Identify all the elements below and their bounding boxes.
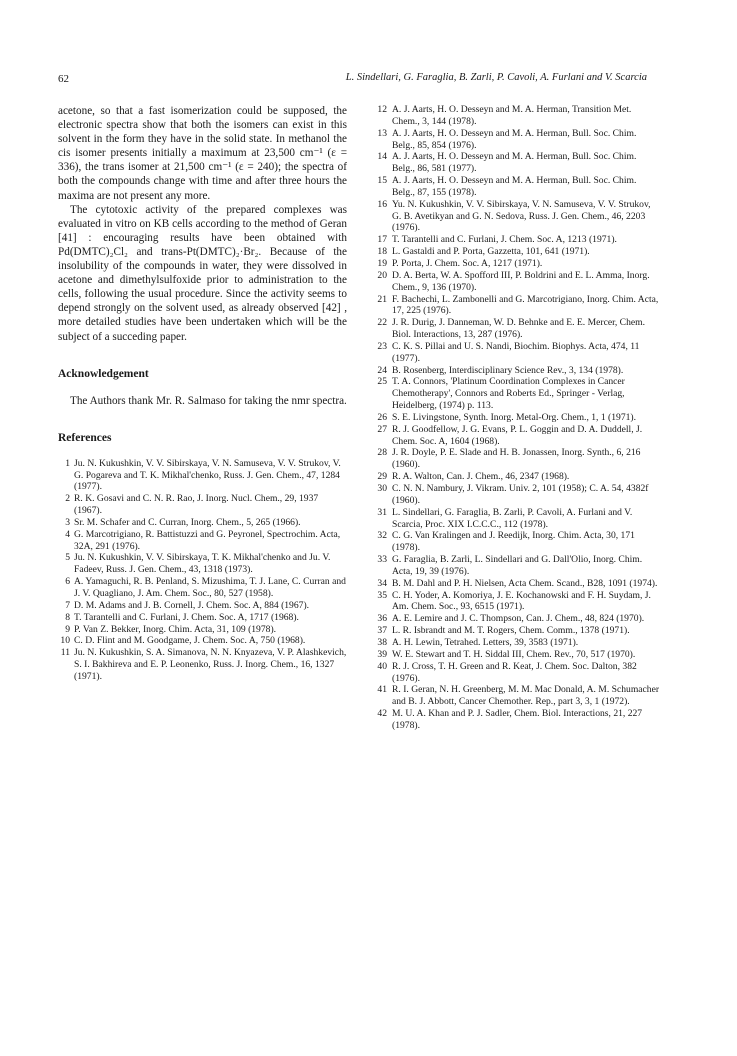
body-paragraph: The cytotoxic activity of the prepared complexes was evaluated in vitro on KB cells according to the method of Geran [41] : encouraging results have been obtained with Pd(DMTC)₂Cl₂ and trans-Pt(DMTC)₂·Br₂. Because of the insolubility of the compounds in water, they were dissolved in acetone and dimethylsulfoxide prior to administration to the cells, following the usual procedure. Since the activity seems to depend strongly on the solvent used, as already observed [42] , more detailed studies have been undertaken which will be the subject of a succeding paper. [58,203,347,343]
reference-text: L. Gastaldi and P. Porta, Gazzetta, 101, 641 (1971). [392,246,590,258]
reference-text: L. R. Isbrandt and M. T. Rogers, Chem. Comm., 1378 (1971). [392,625,630,637]
body-paragraph: acetone, so that a fast isomerization could be supposed, the electronic spectra show that both the isomers can exist in this solvent in the form they have in the solid state. In methanol the cis isomer presents initially a maximum at 23,500 cm⁻¹ (ε = 336), the trans isomer at 21,500 cm⁻¹ (ε = 240); the spectra of both the compounds change with time and after three hours the maxima are not present any more. [58,105,347,202]
reference-number: 40 [377,660,387,672]
reference-number: 24 [377,364,387,376]
reference-number: 3 [65,516,70,528]
reference-text: A. J. Aarts, H. O. Desseyn and M. A. Herman, Bull. Soc. Chim. Belg., 86, 581 (1977). [392,151,637,175]
reference-item [374,649,661,661]
reference-text: C. H. Yoder, A. Komoriya, J. E. Kochanowski and F. H. Suydam, J. Am. Chem. Soc., 93, 6515 (1971). [392,589,651,613]
reference-item [374,128,661,152]
reference-number: 37 [377,625,387,637]
reference-number: 6 [65,576,70,588]
reference-text: Ju. N. Kukushkin, V. V. Sibirskaya, T. K. Mikhal'chenko and Ju. V. Fadeev, Russ. J. Gen. Chem., 43, 1318 (1973). [74,552,331,576]
reference-text: D. M. Adams and J. B. Cornell, J. Chem. Soc. A, 884 (1967). [74,599,310,611]
reference-text: C. K. S. Pillai and U. S. Nandi, Biochim. Biophys. Acta, 474, 11 (1977). [392,340,640,364]
reference-item [58,517,347,529]
reference-text: J. R. Doyle, P. E. Slade and H. B. Jonassen, Inorg. Synth., 6, 216 (1960). [392,447,641,471]
reference-number: 41 [377,684,387,696]
reference-item [374,104,661,128]
reference-item [374,234,661,246]
reference-number: 27 [377,423,387,435]
reference-text: J. R. Durig, J. Danneman, W. D. Behnke and E. E. Mercer, Chem. Biol. Interactions, 13, 287 (1976). [392,317,646,341]
reference-item [58,600,347,612]
reference-number: 8 [65,611,70,623]
reference-number: 38 [377,636,387,648]
reference-item [374,199,661,235]
reference-text: D. A. Berta, W. A. Spofford III, P. Boldrini and E. L. Amma, Inorg. Chem., 9, 136 (1970). [392,269,650,293]
reference-number: 4 [65,528,70,540]
references-heading: References [58,431,112,444]
reference-item [58,458,347,494]
reference-text: R. J. Cross, T. H. Green and R. Keat, J. Chem. Soc. Dalton, 382 (1976). [392,660,637,684]
reference-text: R. A. Walton, Can. J. Chem., 46, 2347 (1968). [392,471,570,483]
reference-text: B. M. Dahl and P. H. Nielsen, Acta Chem. Scand., B28, 1091 (1974). [392,577,658,589]
reference-number: 28 [377,447,387,459]
reference-item [58,624,347,636]
reference-item [58,612,347,624]
reference-number: 17 [377,234,387,246]
reference-item [58,647,347,683]
reference-number: 33 [377,554,387,566]
reference-item [58,576,347,600]
reference-item [374,613,661,625]
reference-list [58,458,347,683]
reference-item [58,635,347,647]
reference-number: 42 [377,708,387,720]
reference-item [374,151,661,175]
reference-number: 9 [65,623,70,635]
reference-item [374,507,661,531]
reference-text: C. N. N. Nambury, J. Vikram. Univ. 2, 101 (1958); C. A. 54, 4382f (1960). [392,483,649,506]
running-head: L. Sindellari, G. Faraglia, B. Zarli, P. Cavoli, A. Furlani and V. Scarcia [345,72,647,83]
reference-item [374,365,661,377]
reference-text: A. E. Lemire and J. C. Thompson, Can. J. Chem., 48, 824 (1970). [392,613,645,625]
reference-text: P. Porta, J. Chem. Soc. A, 1217 (1971). [392,257,543,269]
reference-number: 20 [377,269,387,281]
reference-text: L. Sindellari, G. Faraglia, B. Zarli, P. Cavoli, A. Furlani and V. Scarcia, Proc. XIX I.C.C.C., 112 (1978). [392,506,633,530]
acknowledgement-heading: Acknowledgement [58,367,149,380]
reference-number: 23 [377,340,387,352]
reference-item [374,424,661,448]
reference-text: M. U. A. Khan and P. J. Sadler, Chem. Biol. Interactions, 21, 227 (1978). [392,708,643,731]
reference-item [374,590,661,614]
reference-text: Ju. N. Kukushkin, S. A. Simanova, N. N. Knyazeva, V. P. Alashkevich, S. I. Bakhireva and E. P. Leonenko, Russ. J. Inorg. Chem., 16, 1327 (1971). [74,647,347,682]
reference-text: P. Van Z. Bekker, Inorg. Chim. Acta, 31, 109 (1978). [74,623,277,635]
reference-item [374,341,661,365]
reference-item [374,376,661,412]
reference-text: A. H. Lewin, Tetrahed. Letters, 39, 3583 (1971). [392,636,579,648]
reference-text: T. A. Connors, 'Platinum Coordination Complexes in Cancer Chemotherapy', Connors and Roberts Ed., Springer - Verlag, Heidelberg, (1974) p. 113. [392,376,625,412]
reference-item [374,554,661,578]
reference-text: S. E. Livingstone, Synth. Inorg. Metal-Org. Chem., 1, 1 (1971). [392,411,637,423]
reference-text: B. Rosenberg, Interdisciplinary Science Rev., 3, 134 (1978). [392,364,624,376]
reference-number: 11 [60,647,70,659]
reference-number: 39 [377,648,387,660]
reference-number: 19 [377,257,387,269]
reference-item [58,529,347,553]
reference-text: R. J. Goodfellow, J. G. Evans, P. L. Goggin and D. A. Duddell, J. Chem. Soc. A, 1604 (1968). [392,423,643,447]
reference-item [374,412,661,424]
reference-number: 14 [377,151,387,163]
reference-text: A. J. Aarts, H. O. Desseyn and M. A. Herman, Bull. Soc. Chim. Belg., 85, 854 (1976). [392,127,637,151]
reference-number: 35 [377,589,387,601]
reference-text: R. I. Geran, N. H. Greenberg, M. M. Mac Donald, A. M. Schumacher and B. J. Abbott, Cancer Chemother. Rep., part 3, 3, 1 (1972). [392,684,660,708]
reference-text: Sr. M. Schafer and C. Curran, Inorg. Chem., 5, 265 (1966). [74,516,301,528]
reference-item [374,625,661,637]
acknowledgement-text: The Authors thank Mr. R. Salmaso for taking the nmr spectra. [70,394,347,407]
reference-text: Ju. N. Kukushkin, V. V. Sibirskaya, V. N. Samuseva, V. V. Strukov, V. G. Pogareva and T. K. Mikhal'chenko, Russ. J. Gen. Chem., 47, 1284 (1977). [74,457,341,493]
right-column [374,104,661,732]
reference-text: A. J. Aarts, H. O. Desseyn and M. A. Herman, Transition Met. Chem., 3, 144 (1978). [392,104,632,127]
reference-item [374,661,661,685]
reference-item [374,471,661,483]
reference-number: 30 [377,483,387,494]
reference-number: 1 [65,457,70,469]
reference-text: G. Marcotrigiano, R. Battistuzzi and G. Peyronel, Spectrochim. Acta, 32A, 291 (1976). [74,528,341,552]
reference-number: 26 [377,411,387,423]
reference-list [374,104,661,732]
reference-text: A. J. Aarts, H. O. Desseyn and M. A. Herman, Bull. Soc. Chim. Belg., 87, 155 (1978). [392,175,637,198]
page-number: 62 [58,73,69,85]
reference-number: 7 [65,599,70,611]
reference-number: 25 [377,376,387,388]
reference-item [374,684,661,708]
reference-text: T. Tarantelli and C. Furlani, J. Chem. Soc. A, 1717 (1968). [74,611,299,623]
reference-text: Yu. N. Kukushkin, V. V. Sibirskaya, V. N. Samuseva, V. V. Strukov, G. B. Avetikyan and G. N. Sedova, Russ. J. Gen. Chem., 46, 2203 (1976). [392,198,651,234]
reference-text: R. K. Gosavi and C. N. R. Rao, J. Inorg. Nucl. Chem., 29, 1937 (1967). [74,493,319,517]
reference-item [374,294,661,318]
reference-item [374,317,661,341]
reference-text: A. Yamaguchi, R. B. Penland, S. Mizushima, T. J. Lane, C. Curran and J. V. Quagliano, J. Am. Chem. Soc., 80, 527 (1958). [74,576,346,599]
reference-number: 10 [60,635,70,647]
reference-number: 12 [377,104,387,115]
reference-number: 36 [377,613,387,625]
reference-item [374,258,661,270]
reference-item [58,552,347,576]
reference-number: 2 [65,493,70,505]
reference-number: 34 [377,577,387,589]
reference-text: T. Tarantelli and C. Furlani, J. Chem. Soc. A, 1213 (1971). [392,234,617,246]
reference-item [374,270,661,294]
reference-text: F. Bachechi, L. Zambonelli and G. Marcotrigiano, Inorg. Chim. Acta, 17, 225 (1976). [392,293,659,317]
reference-text: W. E. Stewart and T. H. Siddal III, Chem. Rev., 70, 517 (1970). [392,648,636,660]
reference-text: C. G. Van Kralingen and J. Reedijk, Inorg. Chim. Acta, 30, 171 (1978). [392,530,635,554]
reference-number: 16 [377,198,387,210]
reference-number: 22 [377,317,387,329]
reference-number: 31 [377,506,387,518]
reference-item [374,637,661,649]
reference-item [374,708,661,732]
reference-number: 29 [377,471,387,483]
reference-item [374,530,661,554]
reference-item [374,175,661,199]
reference-text: G. Faraglia, B. Zarli, L. Sindellari and G. Dall'Olio, Inorg. Chim. Acta, 19, 39 (1976). [392,554,643,577]
left-column [58,104,347,683]
reference-number: 13 [377,127,387,139]
reference-number: 21 [377,293,387,305]
reference-item [374,246,661,258]
reference-text: C. D. Flint and M. Goodgame, J. Chem. Soc. A, 750 (1968). [74,635,306,647]
reference-item [374,483,661,507]
reference-number: 32 [377,530,387,542]
reference-number: 5 [65,552,70,564]
reference-item [58,493,347,517]
reference-item [374,447,661,471]
reference-item [374,578,661,590]
reference-number: 15 [377,175,387,187]
reference-number: 18 [377,246,387,258]
